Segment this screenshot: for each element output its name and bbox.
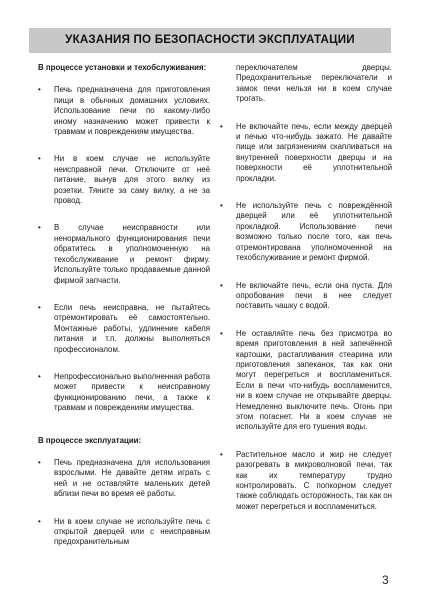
list-item xyxy=(220,329,392,433)
list-item-text: Печь предназначена для использования взрослыми. Не давайте детям играть с ней и не оставляйте маленьких детей вблизи печи во время её работы. xyxy=(54,457,210,499)
right-column xyxy=(220,63,392,529)
list-item-text: Не оставляйте печь без присмотра во время приготовления в ней запечённой картошки, растапливания стеарина или приготовления запеканок, так как они могут перегреться и воспламениться. Если в печи что-нибудь воспламенится, ни в коем случае не открывайте дверцы. Немедленно выключите печь. Огонь при этом погаснет. Ни в коем случае не используйте для его тушения воды. xyxy=(236,328,392,432)
left-column xyxy=(38,63,210,565)
list-item xyxy=(38,223,210,285)
list-item-text: Непрофессионально выполненная работа может привести к неисправному функционированию печи, а также к травмам и повреждениям имущества. xyxy=(54,371,210,413)
list-item xyxy=(220,122,392,184)
bullet-icon: • xyxy=(220,449,223,459)
page-title: УКАЗАНИЯ ПО БЕЗОПАСНОСТИ ЭКСПЛУАТАЦИИ xyxy=(65,33,355,46)
list-item xyxy=(38,517,210,548)
bullet-icon: • xyxy=(38,457,41,467)
list-item-text: Если печь неисправна, не пытайтесь отремонтировать её самостоятельно. Монтажные работы, удлинение кабеля питания и т.п. должны выполняться профессионалом. xyxy=(54,302,210,354)
bullet-icon: • xyxy=(38,223,41,233)
list-item xyxy=(38,85,210,137)
bullet-icon: • xyxy=(220,328,223,338)
list-item xyxy=(38,303,210,355)
bullet-icon: • xyxy=(38,302,41,312)
list-item-text: Растительное масло и жир не следует разогревать в микроволновой печи, так как их температуру трудно контролировать. С попкорном следует также соблюдать осторожность, так как он может перегреться и воспламениться. xyxy=(236,449,392,511)
bullet-icon: • xyxy=(38,516,41,526)
bullet-icon: • xyxy=(220,121,223,131)
bullet-icon: • xyxy=(220,280,223,290)
bullet-icon: • xyxy=(38,371,41,381)
section-title-installation: В процессе установки и техобслуживания: xyxy=(38,63,207,72)
header-bar xyxy=(29,28,391,53)
list-item-text: В случае неисправности или ненормального функционирования печи обратитесь в уполномоченную на техобслуживание и ремонт фирму. Используйте только продаваемые данной фирмой запчасти. xyxy=(54,223,210,285)
bullet-icon: • xyxy=(220,201,223,211)
page-number: 3 xyxy=(382,573,389,587)
list-item xyxy=(38,154,210,206)
list-item xyxy=(38,372,210,414)
list-item xyxy=(220,201,392,263)
list-item-text: Не включайте печь, если она пуста. Для опробования печи в нее следует поставить чашку с водой. xyxy=(236,280,392,311)
list-item-text: Печь предназначена для приготовления пищи в обычных домашних условиях. Использование печи по какому-либо иному назначению может привести к травмам и повреждениям имущества. xyxy=(54,85,210,137)
list-item-text: Не используйте печь с повреждённой дверцей или её уплотнительной прокладкой. Использование печи возможно только после того, как печь отремонтирована уполномоченной на техобслуживание и ремонт фирмой. xyxy=(236,201,392,263)
list-item-text: Ни в коем случае не используйте печь с открытой дверцей или с неисправным предохранительным xyxy=(54,516,210,547)
list-item-text: Не включайте печь, если между дверцей и печью что-нибудь зажато. Не давайте пище или загрязнениям скапливаться на внутренней поверхности дверцы и на поверхности её уплотнительной прокладки. xyxy=(236,121,392,183)
continued-text: переключателем дверцы. Предохранительные переключатели и замок печи нельзя ни в коем случае трогать. xyxy=(236,63,392,104)
bullet-icon: • xyxy=(38,85,41,95)
section-title-operation: В процессе эксплуатации: xyxy=(38,435,142,445)
list-item xyxy=(220,281,392,312)
list-item xyxy=(220,450,392,512)
list-item-text: Ни в коем случае не используйте неисправной печи. Отключите от неё питание, вынув для этого вилку из розетки. Тяните за саму вилку, а не за провод. xyxy=(54,154,210,206)
list-item xyxy=(38,458,210,500)
bullet-icon: • xyxy=(38,154,41,164)
